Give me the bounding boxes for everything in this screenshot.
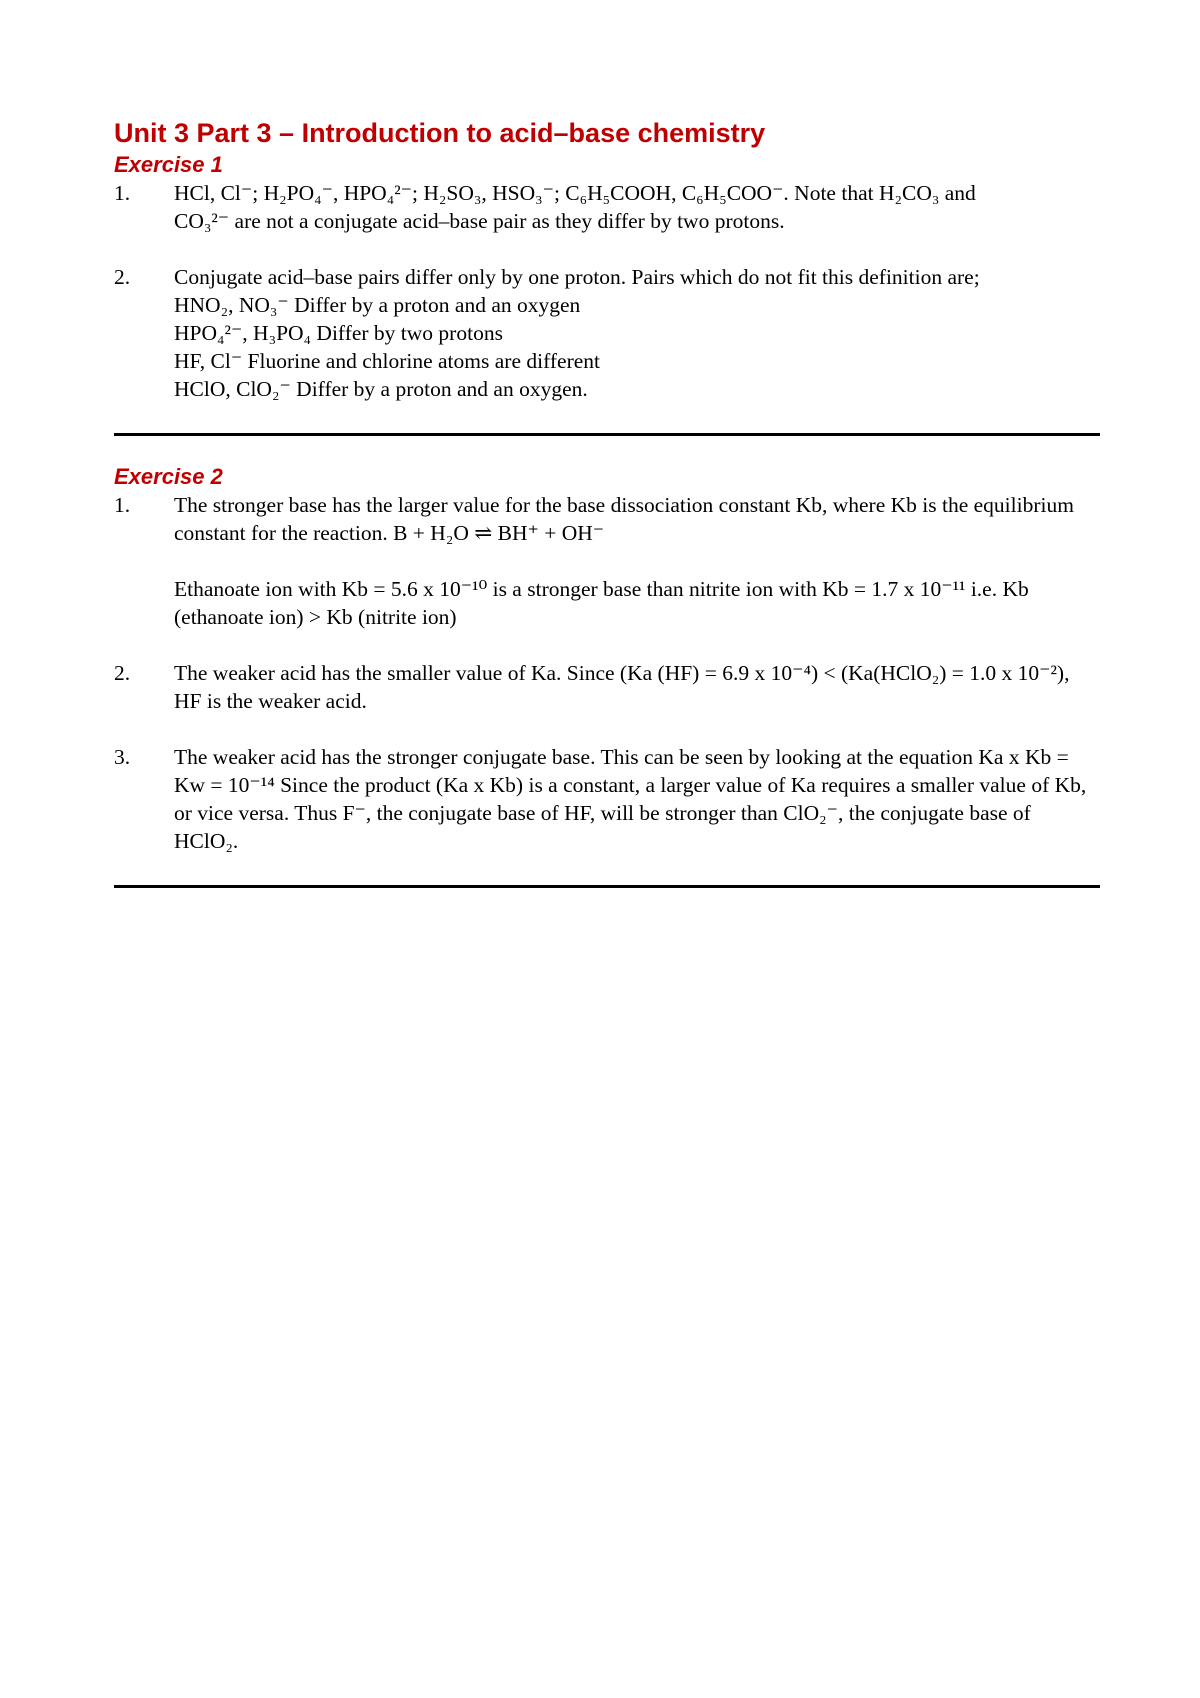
pair-line: HF, Cl⁻ Fluorine and chlorine atoms are different — [174, 349, 600, 373]
item-text: CO₃²⁻ are not a conjugate acid–base pair as they differ by two protons. — [174, 209, 785, 233]
pair-line: HClO, ClO₂⁻ Differ by a proton and an oxygen. — [174, 377, 588, 401]
item-text: Conjugate acid–base pairs differ only by one proton. Pairs which do not fit this definition are; — [174, 265, 980, 289]
pair-line: HNO₂, NO₃⁻ Differ by a proton and an oxygen — [174, 293, 581, 317]
page-title: Unit 3 Part 3 – Introduction to acid–base chemistry — [114, 118, 766, 148]
exercise-1-item-1 — [114, 179, 1100, 235]
item-text: The weaker acid has the smaller value of Ka. Since (Ka (HF) = 6.9 x 10⁻⁴) < (Ka(HClO₂) = 1.0 x 10⁻²), HF is the weaker acid. — [174, 661, 1070, 713]
exercise-1-item-2 — [114, 263, 1100, 403]
item-text: The stronger base has the larger value for the base dissociation constant Kb, where Kb is the equilibrium constant for the reaction. B + H₂O ⇌ BH⁺ + OH⁻ — [174, 493, 1074, 545]
section-divider — [114, 885, 1100, 888]
exercise-2-item-3 — [114, 743, 1100, 855]
item-text: Ethanoate ion with Kb = 5.6 x 10⁻¹⁰ is a stronger base than nitrite ion with Kb = 1.7 x 10⁻¹¹ i.e. Kb (ethanoate ion) > Kb (nitrite ion) — [174, 577, 1029, 629]
item-body — [174, 263, 1100, 403]
item-number: 1. — [114, 181, 131, 205]
exercise-2-heading: Exercise 2 — [114, 464, 223, 489]
item-number: 2. — [114, 265, 131, 289]
item-number: 2. — [114, 661, 131, 685]
item-text: HCl, Cl⁻; H₂PO₄⁻, HPO₄²⁻; H₂SO₃, HSO₃⁻; C₆H₅COOH, C₆H₅COO⁻. Note that H₂CO₃ and — [174, 181, 976, 205]
item-text: The weaker acid has the stronger conjugate base. This can be seen by looking at the equation Ka x Kb = Kw = 10⁻¹⁴ Since the product (Ka x Kb) is a constant, a larger value of Ka requires a smaller value of Kb, or vice versa. Thus F⁻, the conjugate base of HF, will be stronger than ClO₂⁻, the conjugate base of HClO₂. — [174, 745, 1087, 853]
item-number: 1. — [114, 493, 131, 517]
document-content — [114, 116, 1100, 888]
exercise-2-item-1 — [114, 491, 1100, 631]
item-body — [174, 179, 1100, 235]
item-number: 3. — [114, 745, 131, 769]
exercise-2-item-2 — [114, 659, 1100, 715]
pair-line: HPO₄²⁻, H₃PO₄ Differ by two protons — [174, 321, 503, 345]
item-body — [174, 491, 1100, 631]
exercise-1-heading: Exercise 1 — [114, 152, 223, 177]
